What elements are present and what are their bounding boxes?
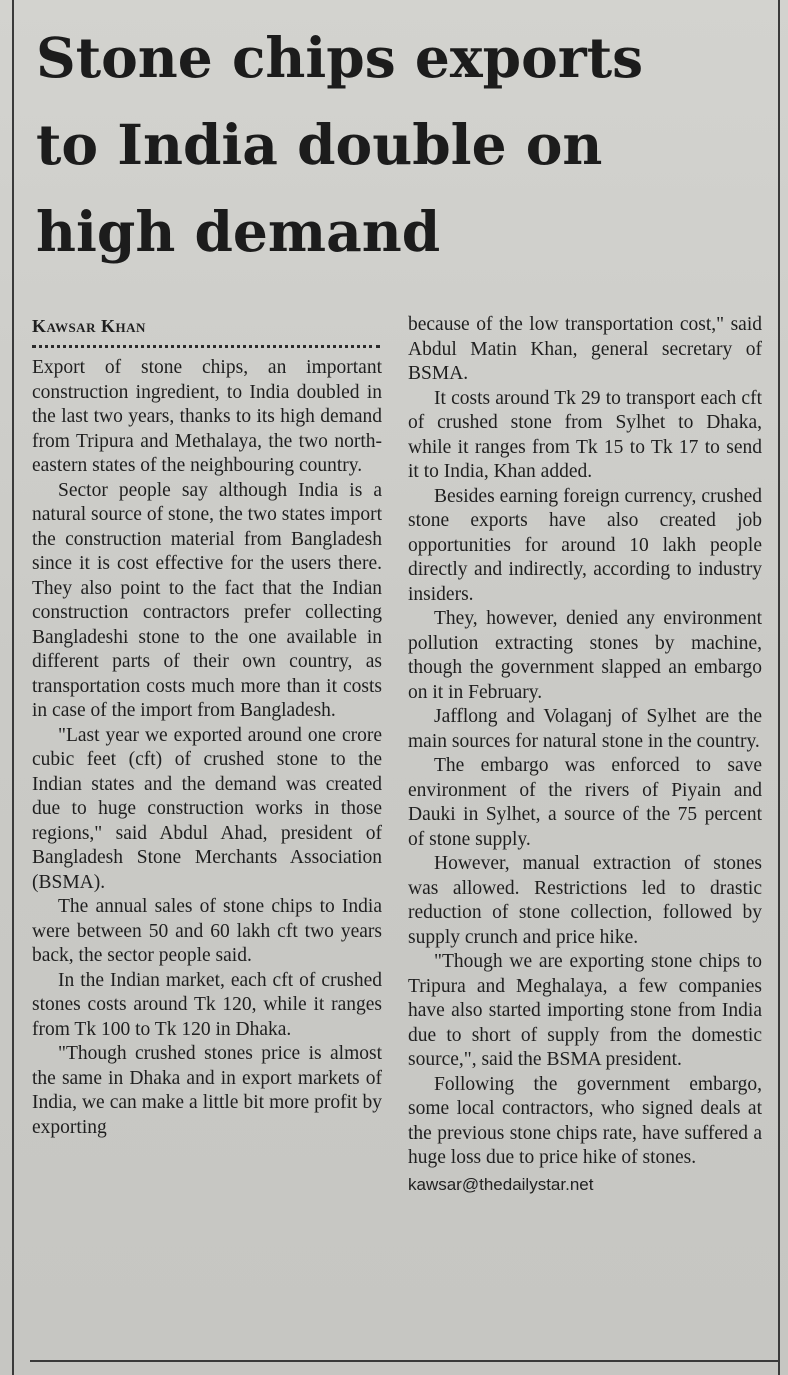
paragraph: In the Indian market, each cft of crushed stones costs around Tk 120, while it ranges from Tk 100 to Tk 120 in Dhaka.	[32, 969, 382, 1040]
paragraph: "Though we are exporting stone chips to Tripura and Meghalaya, a few companies have also started importing stone from India due to short of supply from the domestic source,", said the BSMA president.	[408, 951, 762, 1070]
headline-line-2: to India double on	[36, 112, 603, 177]
right-border-rule	[778, 0, 780, 1375]
paragraph: They, however, denied any environment pollution extracting stones by machine, though the government slapped an embargo on it in February.	[408, 608, 762, 703]
headline-line-1: Stone chips exports	[36, 25, 644, 90]
article-column-left	[32, 313, 382, 1140]
paragraph: Besides earning foreign currency, crushed stone exports have also created job opportunities for around 10 lakh people directly and indirectly, according to industry insiders.	[408, 485, 762, 605]
paragraph: Export of stone chips, an important construction ingredient, to India doubled in the last two years, thanks to its high demand from Tripura and Methalaya, the two north-eastern states of the neighbouring country.	[32, 357, 382, 476]
paragraph: Jafflong and Volaganj of Sylhet are the main sources for natural stone in the country.	[408, 706, 762, 752]
headline-line-3: high demand	[36, 199, 441, 264]
paragraph: Following the government embargo, some local contractors, who signed deals at the previous stone chips rate, have suffered a huge loss due to price hike of stones.	[408, 1073, 762, 1168]
author-email: kawsar@thedailystar.net	[408, 1174, 594, 1194]
paragraph: because of the low transportation cost," said Abdul Matin Khan, general secretary of BSMA.	[408, 314, 762, 384]
byline-divider	[32, 345, 380, 348]
paragraph: "Though crushed stones price is almost the same in Dhaka and in export markets of India, we can make a little bit more profit by exporting	[32, 1043, 382, 1138]
left-border-rule	[12, 0, 14, 1375]
paragraph: Sector people say although India is a natural source of stone, the two states import the construction material from Bangladesh since it is cost effective for the users there. They also point to the fact that the Indian construction contractors prefer collecting Bangladeshi stone to the one available in different parts of their own country, as transportation costs much more than it costs in case of the import from Bangladesh.	[32, 479, 382, 721]
paragraph: "Last year we exported around one crore cubic feet (cft) of crushed stone to the Indian states and the demand was created due to huge construction works in those regions," said Abdul Ahad, president of Bangladesh Stone Merchants Association (BSMA).	[32, 724, 382, 893]
paragraph: It costs around Tk 29 to transport each cft of crushed stone from Sylhet to Dhaka, while it ranges from Tk 15 to Tk 17 to send it to India, Khan added.	[408, 387, 762, 482]
bottom-border-rule	[30, 1360, 778, 1362]
headline	[36, 14, 776, 275]
article-column-right	[408, 313, 762, 1197]
paragraph: The annual sales of stone chips to India were between 50 and 60 lakh cft two years back, the sector people said.	[32, 896, 382, 966]
paragraph: However, manual extraction of stones was allowed. Restrictions led to drastic reduction of stone collection, followed by supply crunch and price hike.	[408, 853, 762, 948]
paragraph: The embargo was enforced to save environment of the rivers of Piyain and Dauki in Sylhet, a source of the 75 percent of stone supply.	[408, 755, 762, 850]
byline: Kawsar Khan	[32, 316, 146, 336]
